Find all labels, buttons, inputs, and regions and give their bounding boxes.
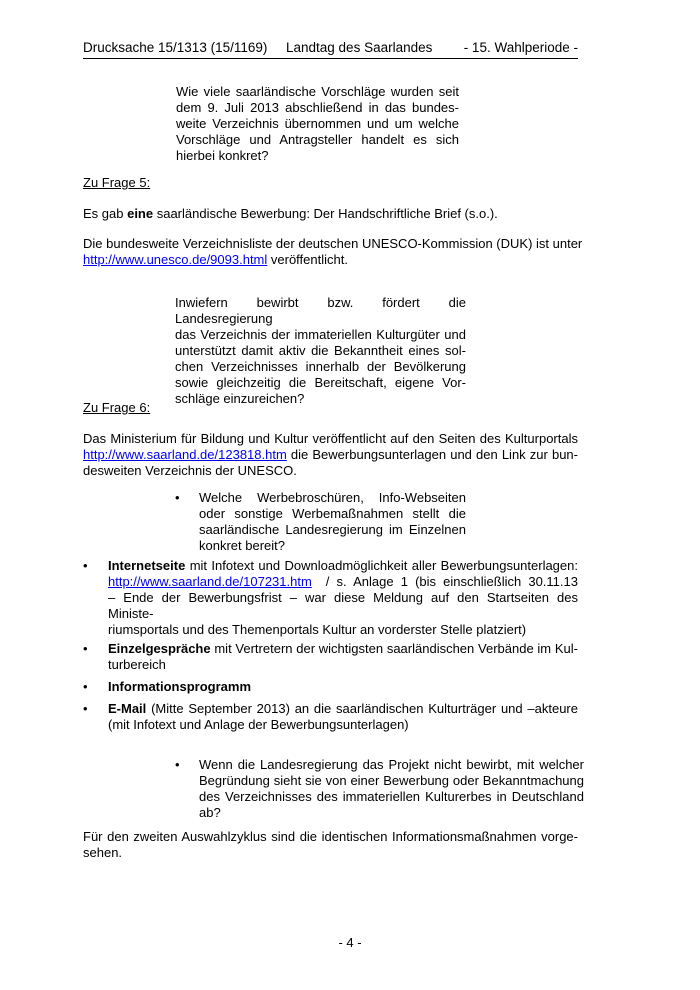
answer-6-text: Das Ministerium für Bildung und Kultur veröffentlicht auf den Seiten des Kulturportals http://www.saarland.de/123818.htm die Bewerbungsunterlagen und den Link zur bun- desweiten Verzeichnis der UNESCO. bbox=[83, 431, 578, 478]
closing-paragraph: Für den zweiten Auswahlzyklus sind die identischen Informationsmaßnahmen vorge- sehen. bbox=[83, 829, 578, 860]
answer-bullet-einzelgespraeche: Einzelgespräche mit Vertretern der wichtigsten saarländischen Verbände im Kul- turbereich bbox=[108, 641, 578, 672]
question-line: weite Verzeichnis übernommen und um welche bbox=[176, 116, 459, 131]
answer-6-heading: Zu Frage 6: bbox=[83, 400, 151, 415]
question-line: das Verzeichnis der immateriellen Kulturgüter und bbox=[175, 327, 466, 342]
bullet-icon: • bbox=[83, 679, 88, 694]
legislative-period: - 15. Wahlperiode - bbox=[463, 40, 578, 55]
parliament-name: Landtag des Saarlandes bbox=[286, 40, 433, 55]
question-5 bbox=[176, 84, 459, 164]
question-line: ab? bbox=[199, 805, 221, 820]
question-line: konkret bereit? bbox=[199, 538, 285, 553]
question-line: Welche Werbebroschüren, Info-Webseiten bbox=[199, 490, 466, 505]
question-line: des Verzeichnisses des immateriellen Kulturerbes in Deutschland bbox=[199, 789, 584, 804]
kulturportal-link[interactable]: http://www.saarland.de/123818.htm bbox=[83, 447, 287, 462]
bullet-icon: • bbox=[175, 757, 180, 772]
question-line: schläge einzureichen? bbox=[175, 391, 305, 406]
answer-5-text-2: Die bundesweite Verzeichnisliste der deutschen UNESCO-Kommission (DUK) ist unter http://www.unesco.de/9093.html veröffentlicht. bbox=[83, 236, 583, 267]
question-line: unterstützt damit aktiv die Bekanntheit eines sol- bbox=[175, 343, 466, 358]
question-line: chen Verzeichnisses innerhalb der Bevölkerung bbox=[175, 359, 466, 374]
saarland-link[interactable]: http://www.saarland.de/107231.htm bbox=[108, 574, 312, 589]
page-header bbox=[83, 40, 578, 59]
doc-number: Drucksache 15/1313 (15/1169) bbox=[83, 40, 268, 55]
question-line: Wie viele saarländische Vorschläge wurden seit bbox=[176, 84, 459, 99]
question-7 bbox=[199, 490, 466, 554]
answer-5-text-1: Es gab eine saarländische Bewerbung: Der Handschriftliche Brief (s.o.). bbox=[83, 206, 498, 221]
question-line: dem 9. Juli 2013 abschließend in das bundes- bbox=[176, 100, 459, 115]
question-line: Vorschläge und Antragsteller handelt es sich bbox=[176, 132, 459, 147]
bullet-icon: • bbox=[83, 641, 88, 656]
answer-bullet-email: E-Mail (Mitte September 2013) an die saarländischen Kulturträger und –akteure (mit Infotext und Anlage der Bewerbungsunterlagen) bbox=[108, 701, 578, 732]
bullet-icon: • bbox=[83, 558, 88, 573]
unesco-link[interactable]: http://www.unesco.de/9093.html bbox=[83, 252, 268, 267]
question-line: oder sonstige Werbemaßnahmen stellt die bbox=[199, 506, 466, 521]
answer-5-heading: Zu Frage 5: bbox=[83, 175, 151, 190]
answer-bullet-internetseite: Internetseite mit Infotext und Downloadmöglichkeit aller Bewerbungsunterlagen: http://www.saarland.de/107231.htm / s. Anlage 1 (bis einschließlich 30.11.13 – Ende der Bewerbungsfrist – war diese Meldung auf den Startseiten des Ministe- riumsportals und des Themenportals Kultur an vorderster Stelle platziert) bbox=[108, 558, 578, 637]
bullet-icon: • bbox=[83, 701, 88, 716]
question-line: Wenn die Landesregierung das Projekt nicht bewirbt, mit welcher bbox=[199, 757, 584, 772]
question-line: saarländische Landesregierung im Einzelnen bbox=[199, 522, 466, 537]
page-number: - 4 - bbox=[338, 935, 362, 950]
question-line: hierbei konkret? bbox=[176, 148, 269, 163]
question-8 bbox=[199, 757, 584, 821]
question-line: sowie gleichzeitig die Bereitschaft, eigene Vor- bbox=[175, 375, 466, 390]
bullet-icon: • bbox=[175, 490, 180, 505]
question-line: Inwiefern bewirbt bzw. fördert die Landesregierung bbox=[175, 295, 466, 326]
emphasis: eine bbox=[127, 206, 154, 221]
answer-bullet-informationsprogramm: Informationsprogramm bbox=[108, 679, 252, 694]
question-line: Begründung sieht sie von einer Bewerbung oder Bekanntmachung bbox=[199, 773, 584, 788]
question-6 bbox=[175, 295, 466, 407]
